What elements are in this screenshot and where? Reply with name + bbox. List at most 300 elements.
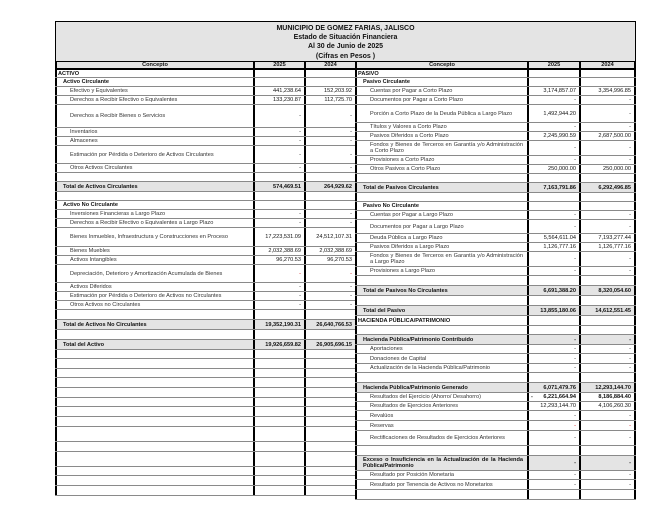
value-2025: - (574, 412, 576, 419)
concept-label: Actualización de la Hacienda Pública/Patrimonio (370, 365, 491, 371)
value-2024: - (629, 223, 631, 230)
value-2025: 250,000.00 (548, 166, 576, 172)
concept-cell (55, 417, 253, 426)
concept-label: Inventarios (70, 129, 98, 135)
table-row (55, 87, 355, 96)
blank-row (55, 452, 355, 467)
value-2024-cell (579, 156, 636, 164)
concept-label: Reservas (370, 422, 394, 429)
value-2025-cell (253, 359, 304, 368)
total-row (355, 383, 636, 393)
value-2024-cell (579, 345, 636, 353)
value-2024-cell (304, 265, 355, 282)
report-units: (Cifras en Pesos ) (315, 52, 376, 60)
blank-row (55, 378, 355, 388)
value-2024: - (350, 165, 352, 171)
concept-cell (55, 173, 253, 181)
value-2024-cell (304, 292, 355, 300)
value-2024-cell (304, 210, 355, 218)
concept-cell (355, 316, 527, 325)
value-2025-cell (527, 78, 579, 86)
value-2024: - (350, 270, 352, 277)
concept-label: Provisiones a Largo Plazo (370, 268, 435, 274)
concept-label: Bienes Muebles (70, 248, 110, 254)
concept-cell (355, 306, 527, 315)
concept-label: Aportaciones (370, 346, 403, 352)
value-2025: - (299, 151, 301, 158)
value-2025: - (574, 256, 576, 262)
table-row (355, 87, 636, 96)
value-2024-cell (304, 320, 355, 329)
concept-label: Depreciación, Deterioro y Amortización Acumulada de Bienes (70, 270, 223, 277)
concept-cell (355, 335, 527, 344)
value-2025: 17,223,531.09 (265, 234, 301, 240)
table-row (355, 471, 636, 480)
table-row (55, 228, 355, 247)
concept-cell (55, 210, 253, 218)
value-2024-cell (304, 417, 355, 426)
concept-label: Otros Pasivos a Corto Plazo (370, 166, 441, 172)
value-2024: 152,203.92 (324, 88, 352, 94)
value-2025-cell (253, 292, 304, 300)
value-2024: - (629, 212, 631, 218)
value-2024: 14,612,551.45 (595, 307, 631, 314)
value-2024-cell (579, 276, 636, 285)
value-2025: 19,926,659.82 (265, 341, 301, 348)
concept-label: Derechos a Recibir Efectivo o Equivalentes a Largo Plazo (70, 220, 214, 226)
value-2024-cell (579, 411, 636, 420)
blank-row (55, 486, 355, 496)
concept-cell (55, 105, 253, 127)
concept-cell (55, 407, 253, 416)
concept-cell (55, 310, 253, 319)
concept-cell (55, 427, 253, 441)
concept-label: Activos Intangibles (70, 257, 117, 263)
value-2025-cell (527, 141, 579, 155)
value-2024: - (350, 211, 352, 217)
table-row (55, 78, 355, 87)
value-2024-cell (579, 286, 636, 295)
table-row (355, 354, 636, 364)
value-2024-cell (579, 480, 636, 489)
value-2025-cell (253, 105, 304, 127)
value-2024-cell (304, 164, 355, 172)
value-2025-cell (253, 427, 304, 441)
concept-cell (355, 132, 527, 140)
value-2024: - (350, 138, 352, 144)
value-2024-cell (304, 146, 355, 163)
concept-cell (355, 411, 527, 420)
table-row (55, 210, 355, 219)
concept-label: Cuentas por Pagar a Largo Plazo (370, 212, 454, 218)
value-2025-cell (253, 87, 304, 95)
value-2024: 26,640,766.53 (316, 321, 352, 328)
blank-row (55, 427, 355, 442)
value-2025-cell (527, 373, 579, 382)
value-2024-cell (304, 96, 355, 104)
table-row (355, 480, 636, 490)
concept-cell (55, 283, 253, 291)
value-2024-cell (304, 70, 355, 77)
table-row (55, 247, 355, 256)
value-2025-cell (253, 228, 304, 246)
concept-label: Total de Activos Circulantes (63, 183, 138, 190)
value-2024-cell (304, 310, 355, 319)
value-2024: - (629, 355, 631, 362)
concept-cell (355, 383, 527, 392)
concept-cell (355, 234, 527, 242)
value-2024-cell (304, 182, 355, 191)
value-2024: - (350, 151, 352, 158)
concept-label: Activo Circulante (63, 79, 110, 85)
value-2024-cell (579, 421, 636, 430)
concept-label: Resultado por Posición Monetaria (370, 472, 454, 478)
value-2025: 6,221,664.94 (543, 394, 576, 400)
value-2024-cell (304, 452, 355, 466)
table-row (355, 96, 636, 105)
value-2024: 12,293,144.70 (595, 384, 631, 391)
concept-cell (55, 146, 253, 163)
value-2025: - (574, 124, 576, 130)
concept-label: Deuda Pública a Largo Plazo (370, 235, 443, 241)
table-row (55, 164, 355, 173)
value-2025-cell (253, 369, 304, 377)
total-row (355, 335, 636, 345)
value-2024-cell (579, 123, 636, 131)
concept-cell (55, 164, 253, 172)
concept-cell (355, 421, 527, 430)
value-2025-cell (253, 219, 304, 227)
value-2025-cell (527, 471, 579, 479)
concept-cell (55, 292, 253, 300)
col-2025: 2025 (253, 62, 304, 68)
value-2025: 1,492,944.20 (543, 110, 576, 117)
value-2025: 133,230.87 (273, 97, 301, 103)
concept-cell (355, 296, 527, 305)
value-2024-cell (579, 393, 636, 401)
table-row (55, 146, 355, 164)
value-2024: - (350, 220, 352, 226)
value-2025-cell (527, 211, 579, 219)
concept-cell (355, 211, 527, 219)
value-2024-cell (304, 78, 355, 86)
table-row (55, 105, 355, 128)
concept-label: Fondos y Bienes de Terceros en Garantía y/o Administración a Largo Plazo (370, 252, 523, 265)
value-2025: - (299, 220, 301, 226)
value-2024-cell (579, 234, 636, 242)
value-2025-cell (253, 70, 304, 77)
value-2025-cell (527, 165, 579, 173)
value-2024-cell (304, 247, 355, 255)
concept-label: Revalúos (370, 412, 394, 419)
concept-label: Estimación por Pérdida o Deterioro de Activos Circulantes (70, 151, 214, 158)
concept-label: Resultados de Ejercicios Anteriores (370, 403, 458, 409)
concept-cell (55, 378, 253, 387)
concept-cell (355, 354, 527, 363)
value-2025: - (574, 435, 576, 441)
liabilities-rows (355, 70, 636, 500)
total-row (355, 456, 636, 471)
concept-cell (355, 267, 527, 275)
concept-cell (55, 442, 253, 451)
value-2024: 250,000.00 (603, 166, 631, 172)
assets-table (55, 61, 355, 496)
value-2025: 96,270.53 (276, 257, 301, 263)
value-2024-cell (304, 388, 355, 397)
concept-cell (355, 431, 527, 445)
concept-label: Rectificaciones de Resultados de Ejercicios Anteriores (370, 435, 505, 441)
blank-row (355, 174, 636, 183)
value-2024: 8,320,054.60 (598, 287, 631, 294)
concept-label: Estimación por Pérdida o Deterioro de Activos no Circulantes (70, 293, 222, 299)
value-2024: 8,186,884.40 (598, 394, 631, 400)
concept-label: Hacienda Pública/Patrimonio Generado (363, 384, 468, 391)
value-2024-cell (304, 105, 355, 127)
concept-cell (355, 393, 527, 401)
value-2024-cell (579, 446, 636, 455)
blank-row (355, 276, 636, 286)
table-row (355, 220, 636, 234)
total-row (355, 306, 636, 316)
value-2024-cell (304, 369, 355, 377)
table-row (55, 128, 355, 137)
value-2024-cell (579, 456, 636, 470)
value-2025: 574,469.51 (273, 183, 301, 190)
value-2025-cell (527, 243, 579, 251)
value-2024-cell (579, 202, 636, 210)
total-row (55, 320, 355, 330)
value-2024-cell (579, 183, 636, 192)
value-2025-cell (527, 70, 579, 77)
value-2025: - (574, 472, 576, 478)
value-2025-cell (253, 486, 304, 495)
value-2025-cell (253, 442, 304, 451)
value-2024: - (350, 284, 352, 290)
value-2025-cell (527, 402, 579, 410)
concept-cell (355, 96, 527, 104)
value-2024: - (629, 412, 631, 419)
total-row (355, 286, 636, 296)
blank-row (55, 417, 355, 427)
value-2024: - (629, 124, 631, 130)
value-2024-cell (304, 192, 355, 200)
value-2025-cell (527, 421, 579, 430)
value-2024: - (629, 346, 631, 352)
table-row (55, 292, 355, 301)
table-row (355, 156, 636, 165)
table-row (355, 421, 636, 431)
concept-cell (55, 398, 253, 406)
value-2025-cell (253, 467, 304, 475)
value-2024: - (350, 113, 352, 119)
concept-label: Derechos a Recibir Bienes o Servicios (70, 113, 166, 119)
table-row (55, 265, 355, 283)
value-2024: 264,929.62 (324, 183, 352, 190)
concept-cell (55, 228, 253, 246)
value-2025: - (299, 284, 301, 290)
blank-row (55, 398, 355, 407)
value-2025: - (574, 460, 576, 466)
table-row (355, 132, 636, 141)
value-2025-cell (253, 476, 304, 485)
value-2025-cell (527, 156, 579, 164)
value-2025: 2,032,388.69 (268, 248, 301, 254)
table-row (355, 165, 636, 174)
value-2025-cell (253, 210, 304, 218)
blank-row (355, 193, 636, 202)
value-2025-cell (253, 452, 304, 466)
value-2025: 6,691,388.20 (543, 287, 576, 294)
concept-cell (55, 388, 253, 397)
liabilities-table (355, 61, 636, 500)
value-2024-cell (304, 283, 355, 291)
value-2025-cell (253, 340, 304, 349)
value-2024-cell (304, 467, 355, 475)
entity-name: MUNICIPIO DE GOMEZ FARIAS, JALISCO (276, 25, 415, 32)
value-2024-cell (579, 306, 636, 315)
concept-label: ACTIVO (58, 70, 80, 77)
table-row (55, 70, 355, 78)
concept-label: Total de Pasivos Circulantes (363, 184, 439, 191)
report-header (55, 21, 636, 62)
value-2024-cell (579, 70, 636, 77)
value-2024-cell (304, 330, 355, 339)
value-2025: - (574, 145, 576, 151)
concept-label: Total de Activos No Circulantes (63, 321, 147, 328)
value-2025-cell (253, 78, 304, 86)
concept-cell (355, 193, 527, 201)
value-2025-cell (253, 164, 304, 172)
value-2025: - (574, 223, 576, 230)
value-2024-cell (579, 471, 636, 479)
table-row (355, 243, 636, 252)
table-row (355, 316, 636, 326)
value-2024: 96,270.53 (327, 257, 352, 263)
value-2025-cell (253, 301, 304, 309)
value-2024-cell (579, 267, 636, 275)
value-2025-cell (253, 128, 304, 136)
liabilities-column-header (355, 61, 636, 70)
concept-cell (355, 471, 527, 479)
value-2025-cell (527, 411, 579, 420)
concept-cell (55, 87, 253, 95)
value-2024: 2,032,388.69 (319, 248, 352, 254)
value-2025-cell (253, 417, 304, 426)
concept-cell (355, 202, 527, 210)
value-2025: 12,293,144.70 (540, 403, 576, 409)
concept-cell (55, 70, 253, 77)
value-2025: - (574, 481, 576, 488)
value-2024-cell (579, 373, 636, 382)
value-2024-cell (579, 326, 636, 334)
value-2024-cell (579, 316, 636, 325)
blank-row (355, 490, 636, 500)
concept-label: Almacenes (70, 138, 98, 144)
value-2025-cell (527, 193, 579, 201)
concept-cell (55, 320, 253, 329)
value-2025-cell (253, 350, 304, 358)
report-title: Estado de Situación Financiera (293, 34, 398, 42)
value-2025-cell (527, 306, 579, 315)
concept-label: Pasivos Diferidos a Largo Plazo (370, 244, 450, 250)
concept-label: Fondos y Bienes de Terceros en Garantía y/o Administración a Corto Plazo (370, 141, 523, 154)
concept-label: Títulos y Valores a Corto Plazo (370, 124, 447, 130)
table-row (55, 256, 355, 265)
value-2025-cell (253, 310, 304, 319)
concept-cell (55, 340, 253, 349)
col-concept: Concepto (55, 62, 253, 68)
value-2024-cell (579, 364, 636, 372)
table-row (355, 211, 636, 220)
value-2025: - (574, 365, 576, 371)
value-2024-cell (579, 132, 636, 140)
concept-cell (355, 364, 527, 372)
value-2025-cell (527, 296, 579, 305)
value-2024-cell (579, 141, 636, 155)
concept-cell (55, 256, 253, 264)
table-row (55, 137, 355, 146)
concept-label: Bienes Inmuebles, Infraestructura y Construcciones en Proceso (70, 234, 228, 240)
blank-row (55, 173, 355, 182)
table-row (355, 123, 636, 132)
value-2025-cell (527, 345, 579, 353)
value-2024-cell (579, 211, 636, 219)
value-2024: 24,512,107.31 (316, 234, 352, 240)
value-2025-cell (527, 364, 579, 372)
table-row (355, 402, 636, 411)
concept-cell (55, 359, 253, 368)
value-2025: - (299, 138, 301, 144)
value-2025: - (574, 336, 576, 343)
value-2024-cell (579, 165, 636, 173)
concept-cell (355, 243, 527, 251)
value-2024-cell (304, 486, 355, 495)
value-2025: - (574, 422, 576, 429)
concept-cell (355, 276, 527, 285)
value-2025: - (299, 113, 301, 119)
value-2025-cell (527, 446, 579, 455)
concept-cell (55, 452, 253, 466)
value-2024: - (629, 365, 631, 371)
total-row (55, 182, 355, 192)
concept-label: Derechos a Recibir Efectivo o Equivalentes (70, 97, 178, 103)
concept-label: Documentos por Pagar a Corto Plazo (370, 97, 463, 103)
value-2025-cell (253, 137, 304, 145)
value-2025-cell (253, 330, 304, 339)
concept-cell (355, 402, 527, 410)
table-row (355, 202, 636, 211)
value-2024: - (629, 460, 631, 466)
concept-label: Pasivo Circulante (363, 79, 410, 85)
concept-label: Total del Pasivo (363, 307, 406, 314)
value-2024: 112,725.70 (324, 97, 352, 103)
value-2025-cell (527, 383, 579, 392)
concept-cell (355, 252, 527, 266)
value-2024-cell (304, 378, 355, 387)
concept-label: Otros Activos no Circulantes (70, 302, 141, 308)
concept-cell (55, 330, 253, 339)
table-row (355, 345, 636, 354)
blank-row (355, 373, 636, 383)
concept-cell (355, 165, 527, 173)
concept-cell (55, 369, 253, 377)
concept-cell (355, 345, 527, 353)
blank-row (55, 330, 355, 340)
table-row (355, 252, 636, 267)
value-2025: - (574, 346, 576, 352)
concept-label: Resultados del Ejercicio (Ahorro/ Desahorro) (370, 394, 481, 400)
value-2024: - (350, 302, 352, 308)
